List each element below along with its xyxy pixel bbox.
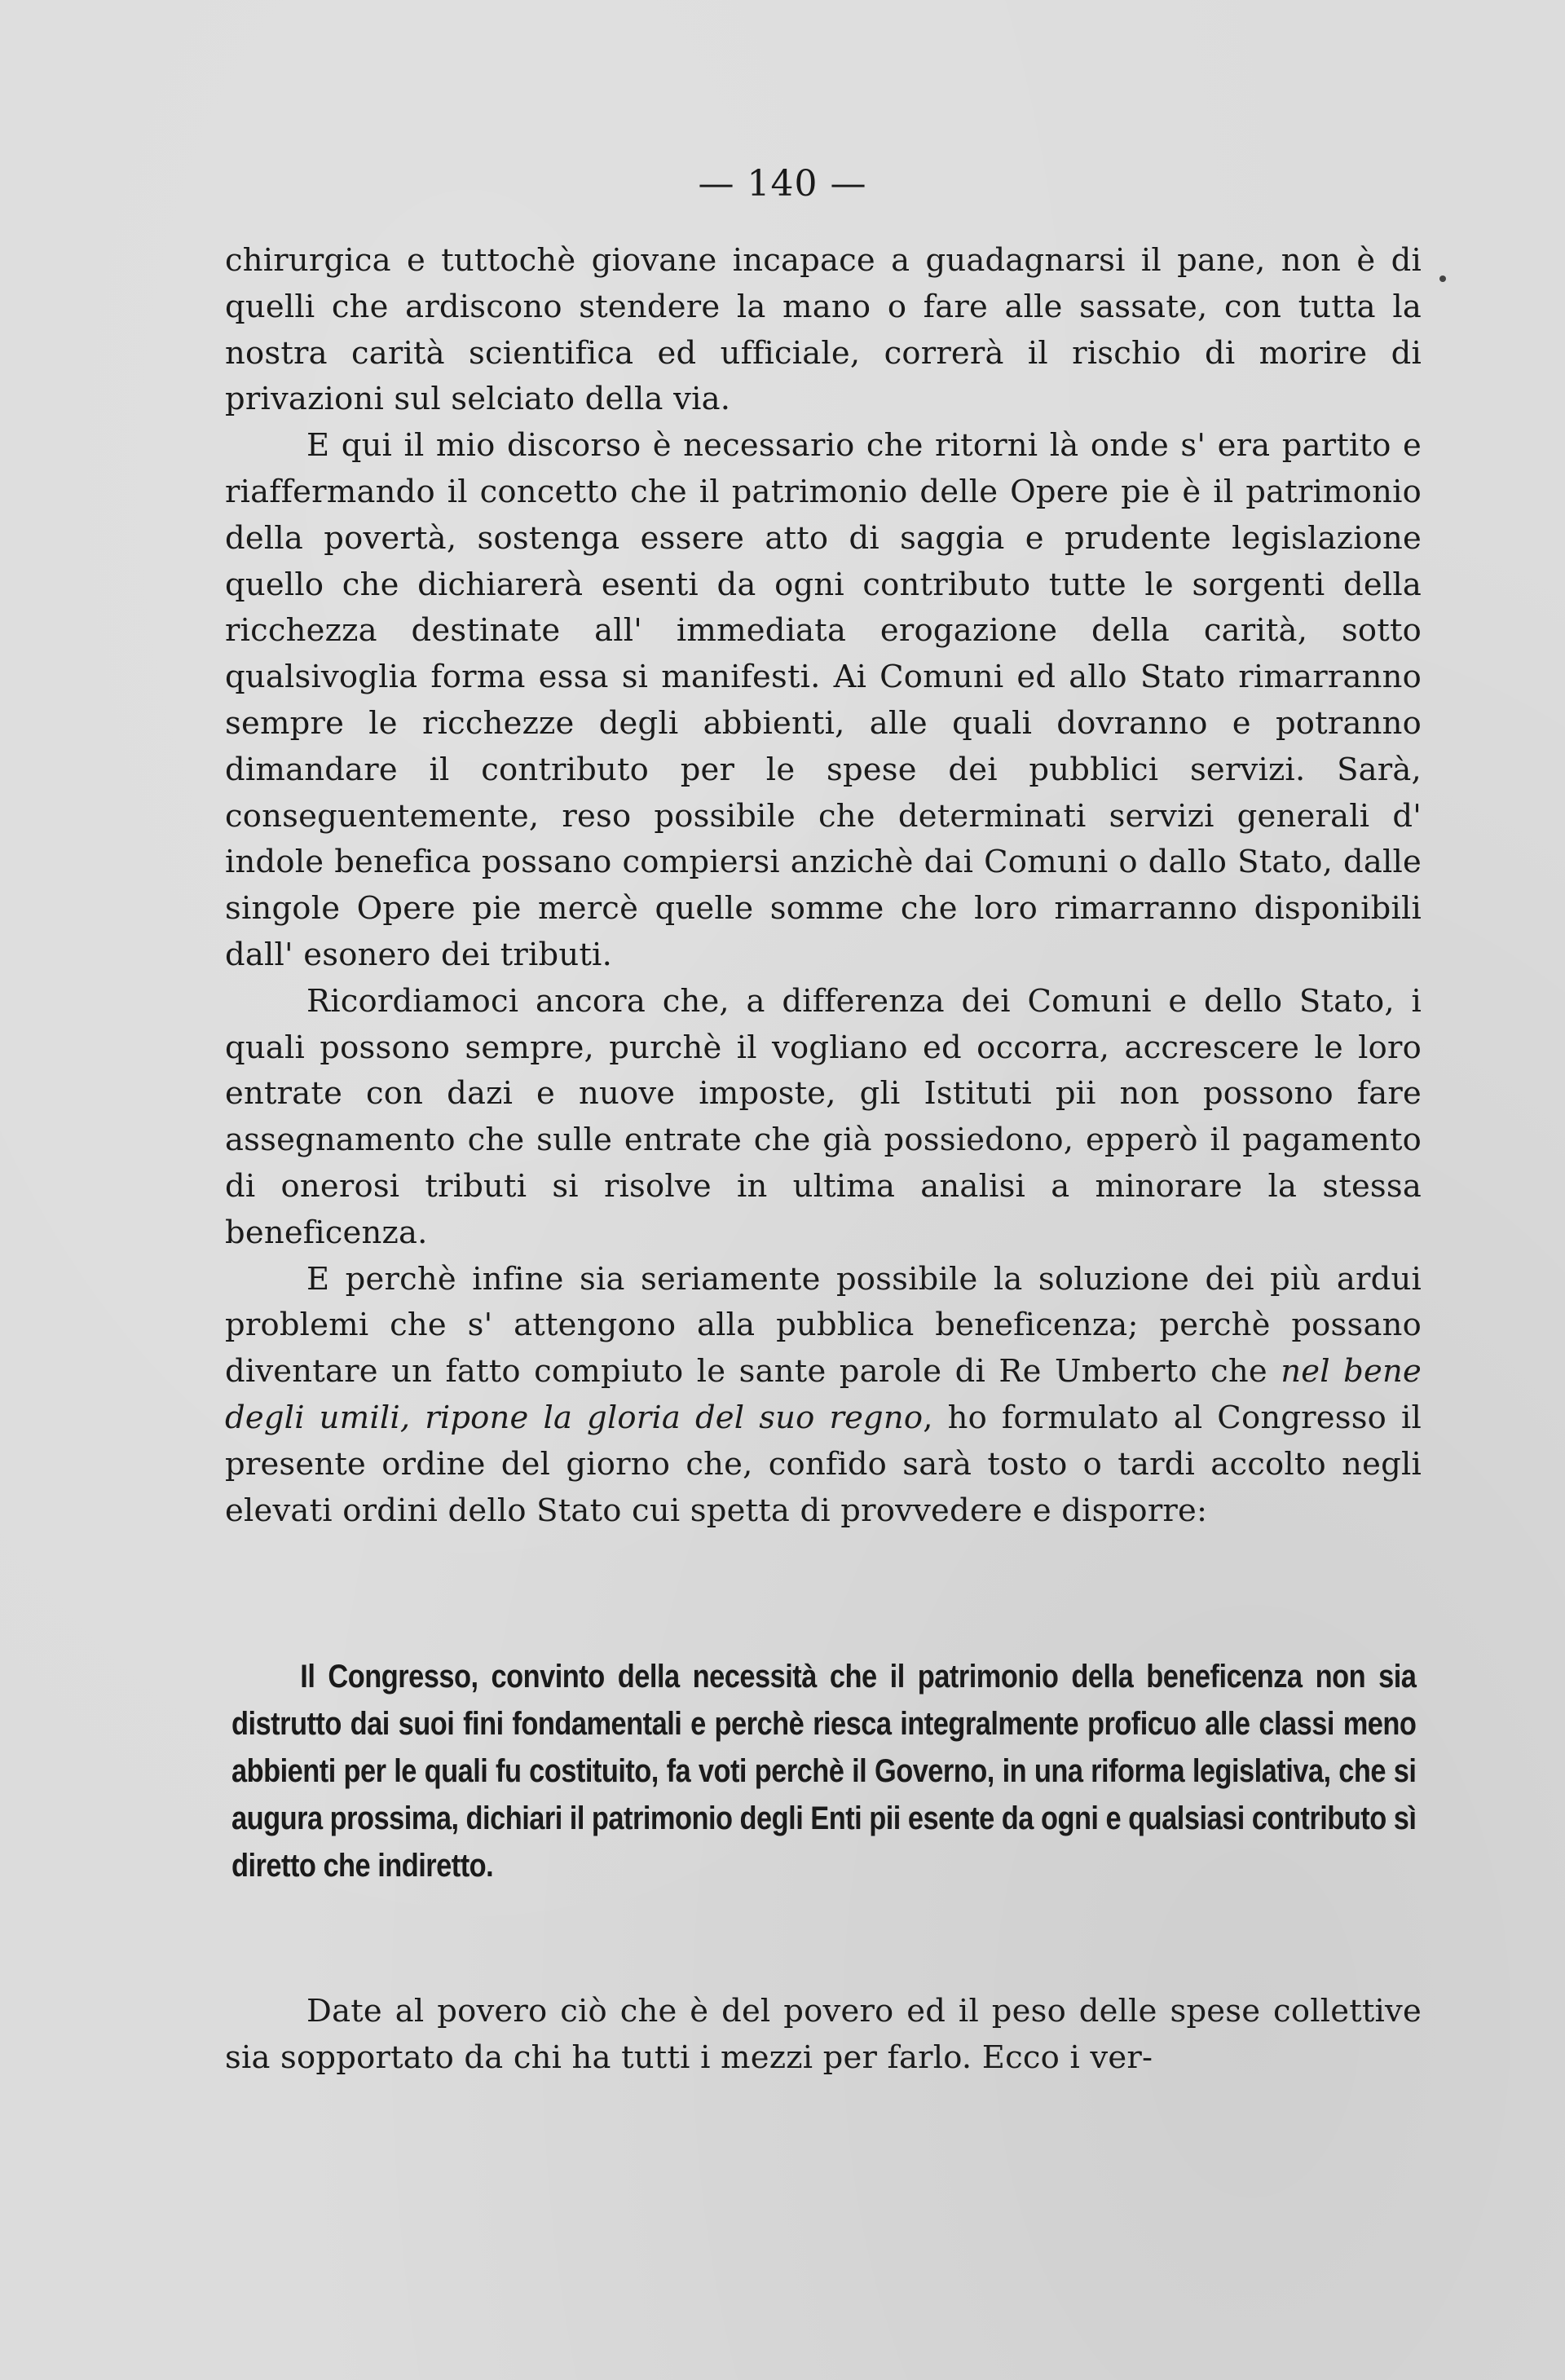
page-number: — 140 — [698,163,867,205]
paragraph-3: Ricordiamoci ancora che, a differenza dei Comuni e dello Stato, i quali possono sempre, purchè il vogliano ed occorra, accrescere le loro entrate con dazi e nuove imposte, gli Istituti pii non possono fare assegnamento che sulle entrate che già possiedono, epperò il pagamento di onerosi tributi si risolve in ultima analisi a minorare la stessa beneficenza. [225,982,1422,1251]
paragraph-4-start: E perchè infine sia seriamente possibile la soluzione dei più ardui problemi che s' attengono alla pubblica beneficenza; perchè possano diventare un fatto compiuto le sante parole di Re Umberto che [225,1260,1422,1391]
paragraph-1: chirurgica e tuttochè giovane incapace a guadagnarsi il pane, non è di quelli che ardiscono stendere la mano o fare alle sassate, con tutta la nostra carità scientifica ed ufficiale, correrà il rischio di morire di privazioni sul selciato della via. [225,242,1422,418]
paragraph-4 [225,1257,1422,1535]
king-quote: nel bene degli umili, ripone la gloria del suo regno [225,1353,1422,1436]
body-text [225,238,1422,1534]
paragraph-4-end: , ho formulato al Congresso il presente ordine del giorno che, confido sarà tosto o tardi accolto negli elevati ordini dello Stato cui spetta di provvedere e disporre: [225,1399,1422,1529]
closing-paragraph: Date al povero ciò che è del povero ed il peso delle spese collettive sia sopportato da chi ha tutti i mezzi per farlo. Ecco i ver- [225,1993,1422,2076]
ink-speck [1439,275,1446,282]
paragraph-2: E qui il mio discorso è necessario che ritorni là onde s' era partito e riaffermando il concetto che il patrimonio delle Opere pie è il patrimonio della povertà, sostenga essere atto di saggia e prudente legislazione quello che dichiarerà esenti da ogni contributo tutte le sorgenti della ricchezza destinate all' immediata erogazione della carità, sotto qualsivoglia forma essa si manifesti. Ai Comuni ed allo Stato rimarranno sempre le ricchezze degli abbienti, alle quali dovranno e potranno dimandare il contributo per le spese dei pubblici servizi. Sarà, conseguentemente, reso possibile che determinati servizi generali d' indole benefica possano compiersi anzichè dai Comuni o dallo Stato, dalle singole Opere pie mercè quelle somme che loro rimarranno disponibili dall' esonero dei tributi. [225,427,1422,973]
resolution-text: Il Congresso, convinto della necessità che il patrimonio della beneficenza non sia distrutto dai suoi fini fondamentali e perchè riesca integralmente proficuo alle classi meno abbienti per le quali fu costituito, fa voti perchè il Governo, in una riforma legislativa, che si augura prossima, dichiari il patrimonio degli Enti pii esente da ogni e qualsiasi contributo sì diretto che indiretto. [231,1659,1417,1884]
